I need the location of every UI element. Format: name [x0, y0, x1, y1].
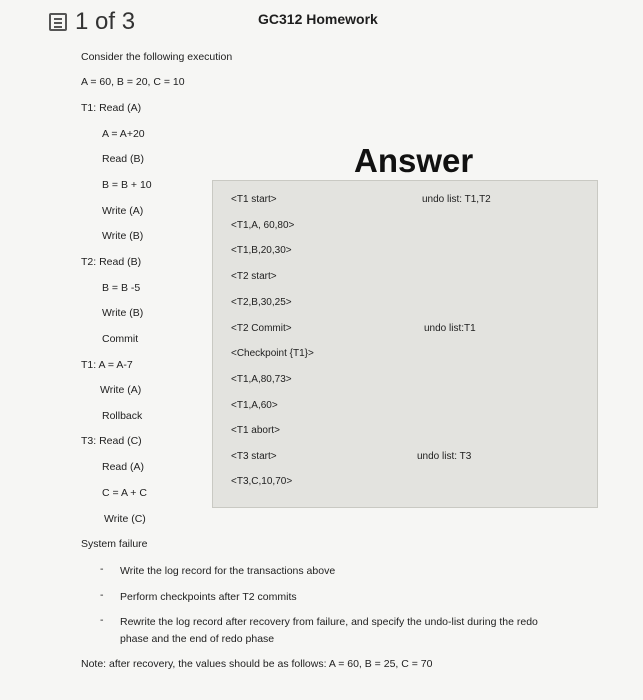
document-title: GC312 Homework: [258, 11, 378, 27]
answer-log-box: [212, 180, 598, 508]
step-item: T1: A = A-7: [81, 359, 133, 371]
log-record: <T2,B,30,25>: [231, 297, 292, 308]
bullet-marker: -: [100, 589, 104, 601]
note-text: Note: after recovery, the values should be as follows: A = 60, B = 25, C = 70: [81, 658, 433, 670]
step-item: Write (B): [102, 307, 144, 319]
initial-values: A = 60, B = 20, C = 10: [81, 76, 185, 88]
log-record: <T1,A, 60,80>: [231, 220, 295, 231]
log-record: <T1 start>: [231, 194, 277, 205]
step-item: Rollback: [102, 410, 143, 422]
answer-heading: Answer: [354, 142, 474, 179]
undo-list: undo list:T1: [424, 323, 476, 334]
step-item: T2: Read (B): [81, 256, 142, 268]
undo-list: undo list: T3: [417, 451, 472, 462]
bullet-item: Write the log record for the transactions above: [120, 565, 336, 577]
bullet-marker: -: [100, 614, 104, 626]
log-record: <T2 Commit>: [231, 323, 292, 334]
step-item: Write (B): [102, 230, 144, 242]
step-item: C = A + C: [102, 487, 147, 499]
step-item: Write (C): [104, 513, 146, 525]
log-record: <T1,B,20,30>: [231, 245, 292, 256]
step-item: A = A+20: [102, 128, 145, 140]
bullet-item: Perform checkpoints after T2 commits: [120, 591, 297, 603]
log-record: <T1 abort>: [231, 425, 280, 436]
step-item: B = B + 10: [102, 179, 152, 191]
log-record: <T2 start>: [231, 271, 277, 282]
step-item: T1: Read (A): [81, 102, 142, 114]
step-item: Commit: [102, 333, 139, 345]
log-record: <Checkpoint {T1}>: [231, 348, 314, 359]
step-item: Write (A): [102, 205, 144, 217]
page-counter: [49, 8, 135, 36]
intro-text: Consider the following execution: [81, 51, 233, 63]
step-item: Read (B): [102, 153, 145, 165]
log-record: <T1,A,80,73>: [231, 374, 292, 385]
step-item: B = B -5: [102, 282, 141, 294]
bullet-item: Rewrite the log record after recovery from failure, and specify the undo-list during the redo phase and the end of redo phase: [120, 616, 538, 645]
log-record: <T3 start>: [231, 451, 277, 462]
step-item: Read (A): [102, 461, 145, 473]
bullet-marker: -: [100, 563, 104, 575]
undo-list: undo list: T1,T2: [422, 194, 491, 205]
step-item: Write (A): [100, 384, 142, 396]
step-item: System failure: [81, 538, 148, 550]
log-record: <T1,A,60>: [231, 400, 278, 411]
page-counter-text: 1 of 3: [75, 8, 136, 35]
step-item: T3: Read (C): [81, 435, 142, 447]
log-record: <T3,C,10,70>: [231, 476, 293, 487]
page-icon[interactable]: [49, 13, 67, 31]
